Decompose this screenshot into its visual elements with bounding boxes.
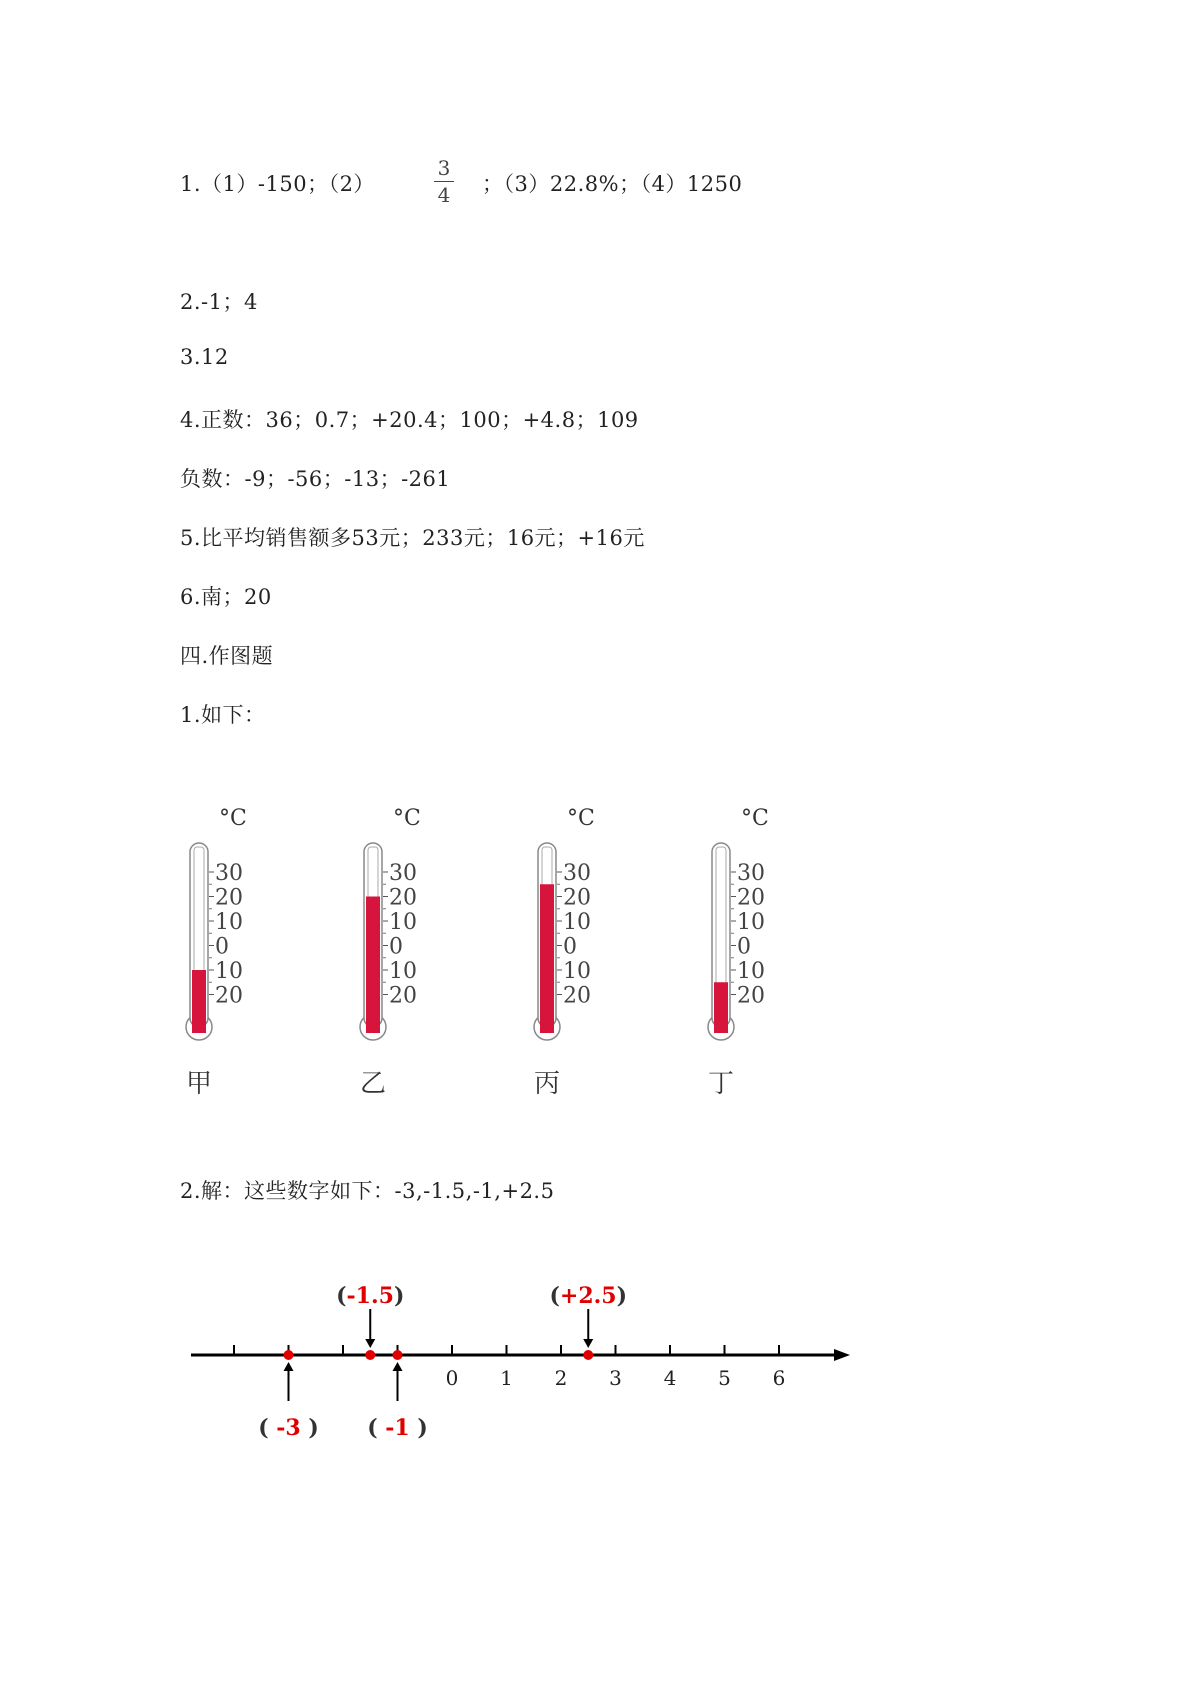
answer-1-suffix-line bbox=[482, 168, 742, 198]
point-value: -1.5 bbox=[346, 1285, 394, 1309]
scale-label: 20 bbox=[737, 983, 765, 1009]
thermometer-3 bbox=[534, 806, 595, 1099]
paren-close: ) bbox=[616, 1285, 628, 1309]
scale-label: 10 bbox=[215, 910, 243, 935]
tick-label: 6 bbox=[772, 1366, 786, 1390]
unit-label: °C bbox=[219, 806, 247, 831]
scale-label: 20 bbox=[389, 983, 417, 1009]
point-marker bbox=[284, 1350, 294, 1360]
paren-close: ) bbox=[409, 1415, 428, 1441]
paren-open: ( bbox=[258, 1415, 277, 1441]
thermometer-1 bbox=[186, 806, 247, 1099]
thermometer-name: 乙 bbox=[359, 1069, 387, 1099]
point-value: -3 bbox=[276, 1415, 301, 1441]
thermometer-4 bbox=[708, 806, 769, 1099]
answer-3: 3.12 bbox=[180, 345, 229, 369]
answer-6: 6.南；20 bbox=[180, 585, 272, 609]
point-label bbox=[336, 1285, 404, 1309]
arrow-head bbox=[393, 1362, 403, 1371]
tick-label: 4 bbox=[663, 1366, 677, 1390]
scale-label: 30 bbox=[389, 861, 417, 886]
unit-label: °C bbox=[567, 806, 595, 831]
unit-label: °C bbox=[741, 806, 769, 831]
answer-1-suffix: ；（3）22.8%；（4）1250 bbox=[482, 172, 743, 196]
scale-label: 10 bbox=[563, 959, 591, 984]
mercury-column bbox=[366, 897, 380, 1034]
paren-close: ) bbox=[300, 1415, 319, 1441]
paren-open: ( bbox=[367, 1415, 386, 1441]
scale-label: 20 bbox=[215, 885, 243, 911]
point-marker bbox=[393, 1350, 403, 1360]
axis-arrow bbox=[834, 1349, 850, 1361]
answer-5: 5.比平均销售额多53元；233元；16元；+16元 bbox=[180, 526, 645, 550]
answer-4-positive: 4.正数：36；0.7；+20.4；100；+4.8；109 bbox=[180, 408, 639, 432]
point-value: -1 bbox=[385, 1415, 410, 1441]
point-marker bbox=[365, 1350, 375, 1360]
tick-label: 2 bbox=[554, 1366, 568, 1390]
scale-label: 0 bbox=[737, 934, 751, 960]
thermometer-name: 丁 bbox=[707, 1069, 735, 1099]
scale-label: 10 bbox=[737, 910, 765, 935]
mercury-column bbox=[540, 884, 554, 1033]
scale-label: 20 bbox=[389, 885, 417, 911]
drawing-2-label: 2.解：这些数字如下：-3,-1.5,-1,+2.5 bbox=[180, 1179, 555, 1203]
mercury-column bbox=[714, 982, 728, 1033]
point-value: +2.5 bbox=[559, 1285, 617, 1309]
drawing-1-label: 1.如下： bbox=[180, 703, 266, 727]
scale-label: 0 bbox=[563, 934, 577, 960]
paren-close: ) bbox=[393, 1285, 405, 1309]
scale-label: 10 bbox=[389, 910, 417, 935]
point-label bbox=[258, 1415, 319, 1441]
unit-label: °C bbox=[393, 806, 421, 831]
scale-label: 10 bbox=[389, 959, 417, 984]
point-marker bbox=[583, 1350, 593, 1360]
tick-label: 1 bbox=[500, 1366, 513, 1390]
thermometer-name: 甲 bbox=[185, 1069, 213, 1099]
fraction-numerator: 3 bbox=[437, 156, 451, 180]
tick-label: 5 bbox=[718, 1366, 731, 1390]
mercury-column bbox=[192, 970, 206, 1033]
thermometer-2 bbox=[360, 806, 421, 1099]
fraction-denominator: 4 bbox=[437, 183, 451, 207]
arrow-head bbox=[583, 1339, 593, 1348]
scale-label: 30 bbox=[737, 861, 765, 886]
paren-open: ( bbox=[336, 1285, 347, 1309]
arrow-head bbox=[365, 1339, 375, 1348]
scale-label: 20 bbox=[563, 885, 591, 911]
paren-open: ( bbox=[549, 1285, 560, 1309]
arrow-head bbox=[284, 1362, 294, 1371]
thermometer-name: 丙 bbox=[533, 1069, 561, 1099]
scale-label: 0 bbox=[389, 934, 403, 960]
scale-label: 20 bbox=[563, 983, 591, 1009]
scale-label: 30 bbox=[215, 861, 243, 886]
point-label bbox=[367, 1415, 428, 1441]
tick-label: 0 bbox=[445, 1366, 459, 1390]
scale-label: 10 bbox=[563, 910, 591, 935]
section-4-title: 四.作图题 bbox=[180, 644, 274, 668]
answer-4-negative: 负数：-9；-56；-13；-261 bbox=[180, 467, 451, 491]
number-line-figure bbox=[180, 1285, 940, 1465]
answer-1 bbox=[180, 168, 375, 198]
scale-label: 20 bbox=[215, 983, 243, 1009]
answer-1-prefix: 1.（1）-150；（2） bbox=[180, 172, 375, 196]
scale-label: 10 bbox=[215, 959, 243, 984]
scale-label: 30 bbox=[563, 861, 591, 886]
thermometers-figure bbox=[180, 805, 800, 1105]
fraction-three-quarters bbox=[432, 155, 456, 208]
scale-label: 20 bbox=[737, 885, 765, 911]
scale-label: 0 bbox=[215, 934, 229, 960]
point-label bbox=[549, 1285, 627, 1309]
answer-2: 2.-1；4 bbox=[180, 290, 258, 314]
tick-label: 3 bbox=[609, 1366, 622, 1390]
scale-label: 10 bbox=[737, 959, 765, 984]
